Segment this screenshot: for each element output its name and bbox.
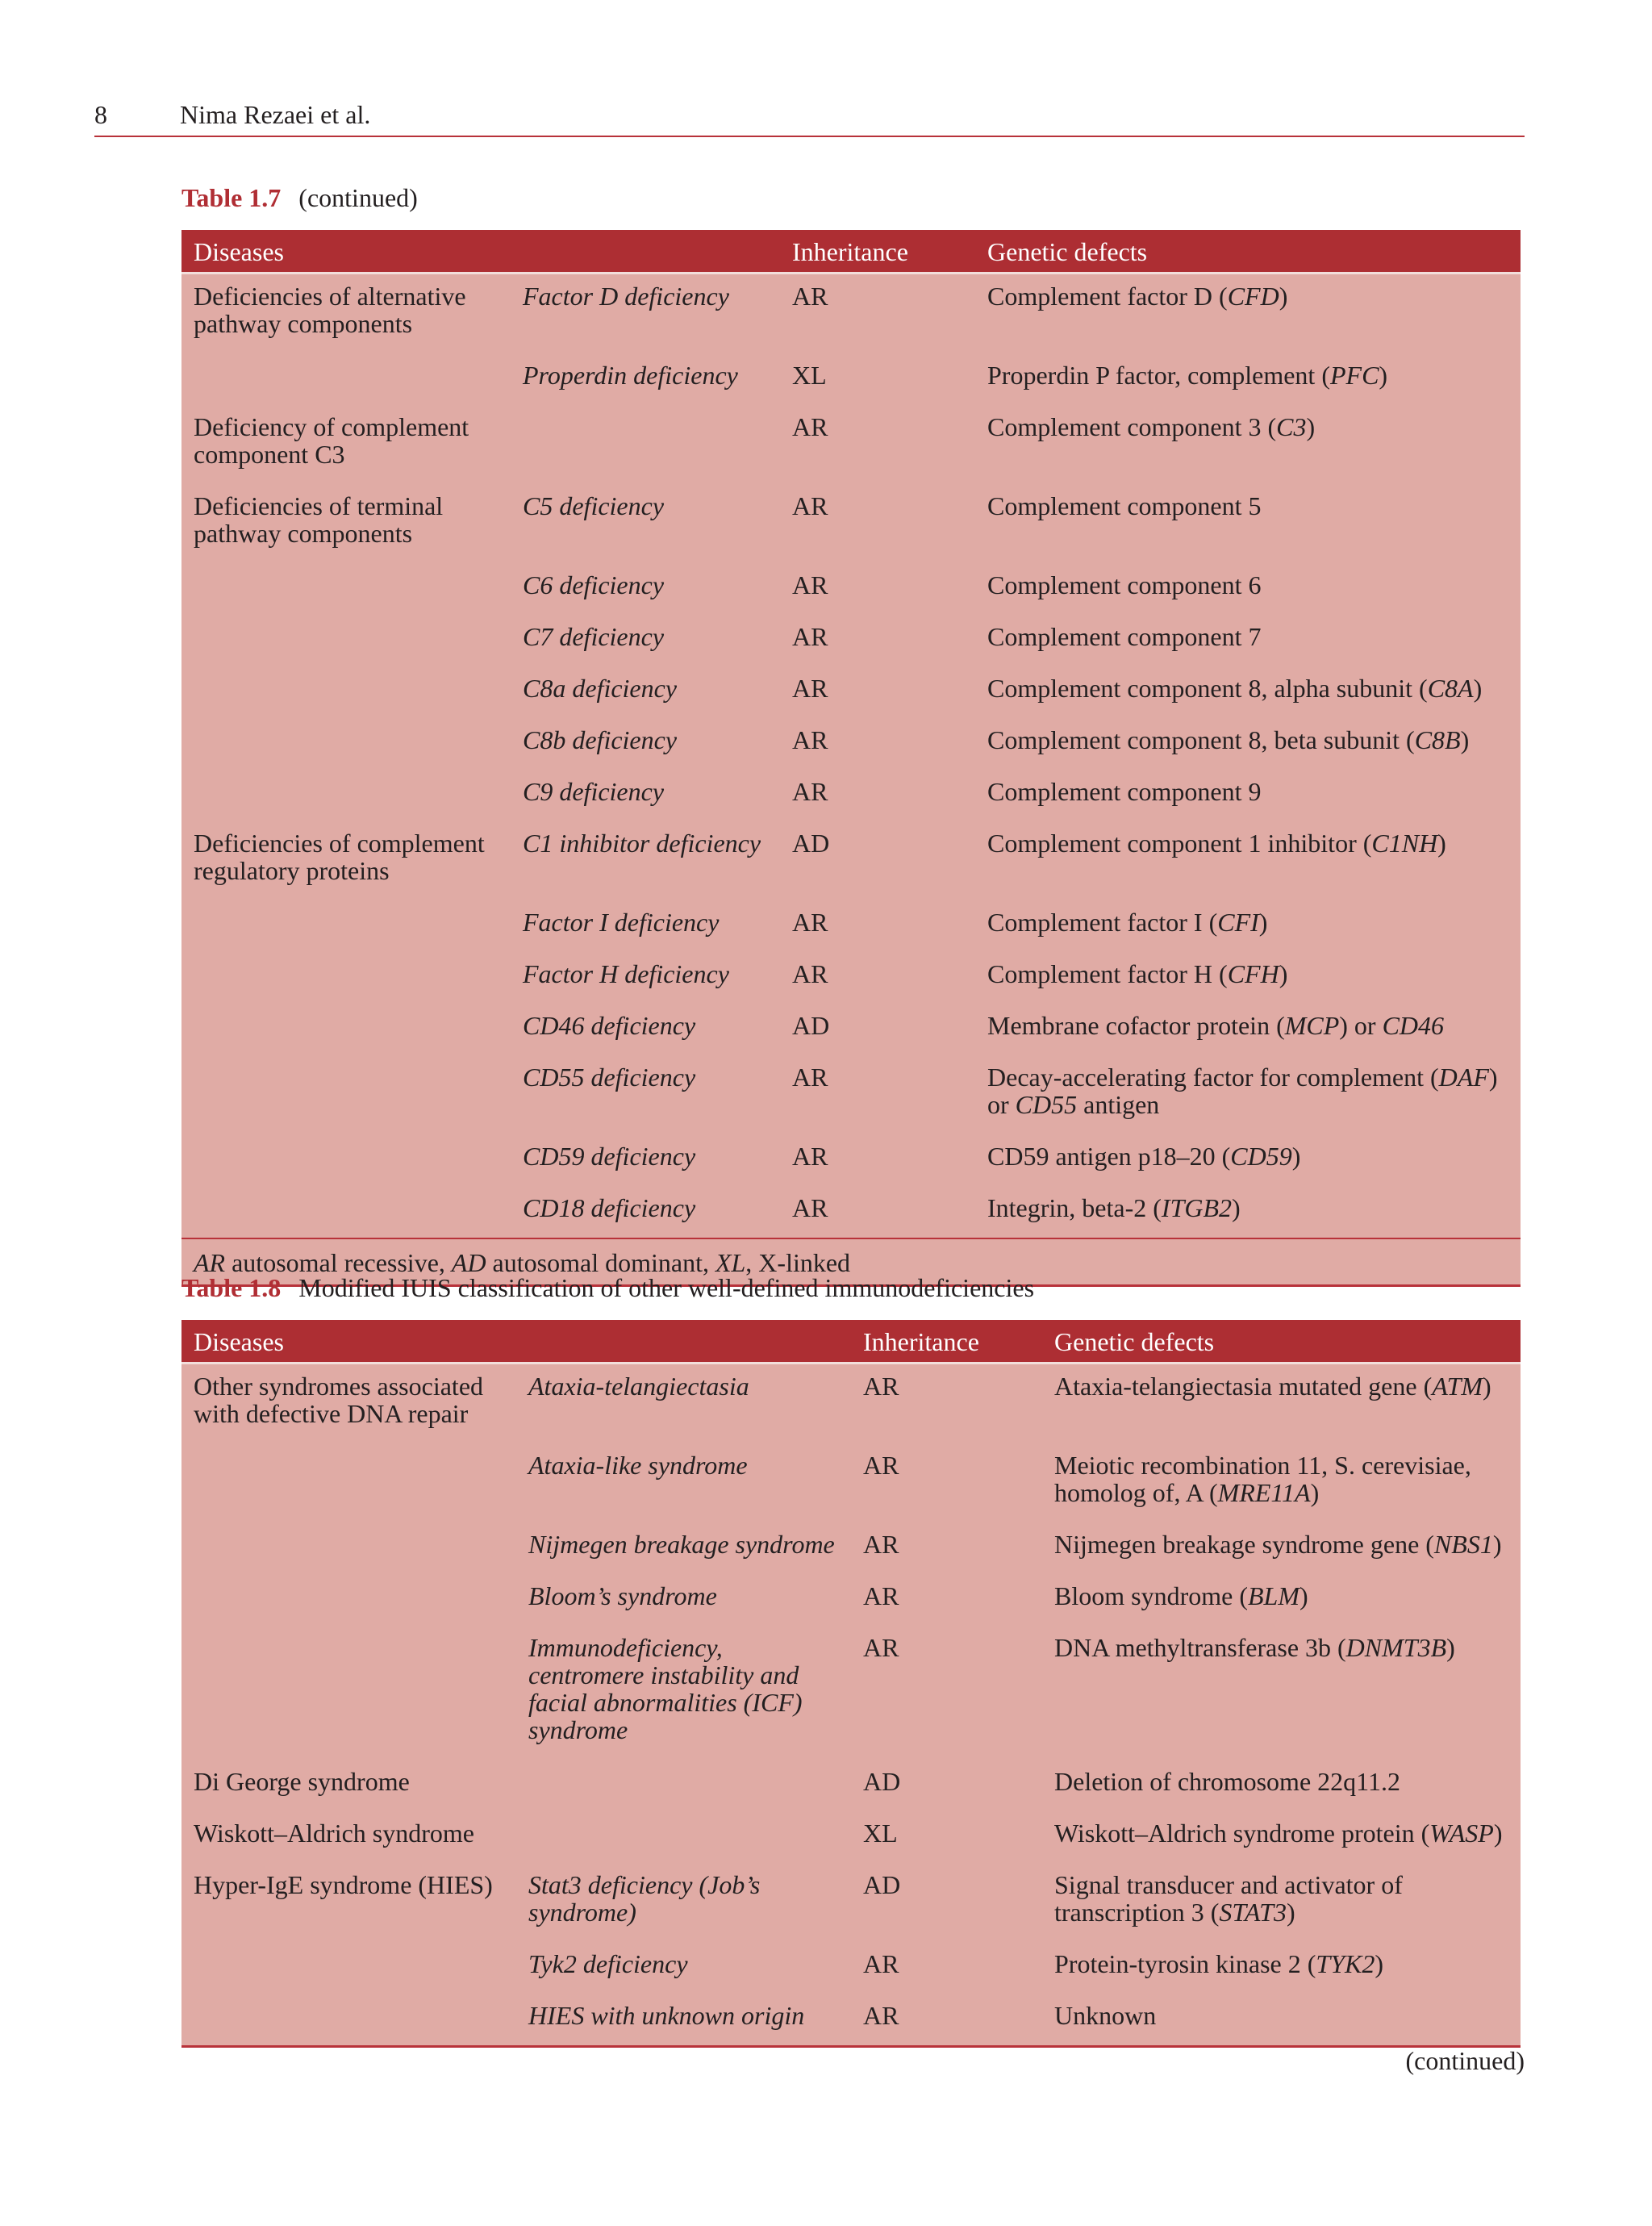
disease-cell [181,1134,511,1186]
genetic-defect-cell: Bloom syndrome (BLM) [1054,1581,1308,1610]
subtype-cell: Immunodeficiency, centromere instability and facial abnormalities (ICF) syndrome [528,1633,803,1744]
genetic-defect-cell: Nijmegen breakage syndrome gene (NBS1) [1054,1530,1502,1559]
subtype-cell: CD55 deficiency [523,1063,696,1092]
disease-cell [181,770,511,821]
subtype-cell: CD46 deficiency [523,1011,696,1040]
disease-cell [181,1443,516,1522]
disease-cell [181,1942,516,1994]
inheritance-cell: AR [863,1633,899,1662]
subtype-cell: Ataxia-like syndrome [528,1451,748,1480]
genetic-defect-cell: Membrane cofactor protein (MCP) or CD46 [987,1011,1445,1040]
column-header-diseases: Diseases [181,230,780,274]
genetic-defect-cell: CD59 antigen p18–20 (CD59) [987,1142,1301,1171]
disease-cell [181,615,511,666]
inheritance-cell: AD [792,1011,830,1040]
table-header-row [181,230,1521,274]
table-row [181,1522,1521,1574]
genetic-defect-cell: Meiotic recombination 11, S. cerevisiae, homolog of, A (MRE11A) [1054,1451,1471,1507]
subtype-cell: C8a deficiency [523,674,678,703]
table-row [181,405,1521,484]
disease-cell [181,1626,516,1760]
table-row [181,1994,1521,2047]
page-number: 8 [94,100,107,129]
genetic-defect-cell: Complement component 6 [987,570,1262,599]
subtype-cell: Properdin deficiency [523,361,738,390]
subtype-cell: CD59 deficiency [523,1142,696,1171]
header-rule [94,136,1525,137]
subtype-cell: C7 deficiency [523,622,665,651]
genetic-defect-cell: Signal transducer and activator of transcription 3 (STAT3) [1054,1870,1403,1927]
table-row [181,900,1521,952]
table-row [181,952,1521,1004]
table-row [181,1760,1521,1811]
genetic-defect-cell: Complement factor I (CFI) [987,908,1268,937]
subtype-cell: Ataxia-telangiectasia [528,1372,749,1401]
genetic-defect-cell: Complement component 5 [987,491,1262,520]
inheritance-cell: AR [792,1142,828,1171]
table-row [181,1186,1521,1238]
disease-cell: Deficiencies of alternative pathway components [194,282,466,338]
table-row [181,1574,1521,1626]
inheritance-cell: AR [792,959,828,988]
genetic-defect-cell: Unknown [1054,2001,1157,2030]
disease-cell [181,1186,511,1238]
genetic-defect-cell: Integrin, beta-2 (ITGB2) [987,1193,1241,1222]
table-row [181,274,1521,354]
inheritance-cell: XL [863,1819,898,1848]
inheritance-cell: AR [792,725,828,754]
subtype-cell: C8b deficiency [523,725,678,754]
inheritance-cell: AR [863,1530,899,1559]
genetic-defect-cell: Complement factor D (CFD) [987,282,1288,311]
genetic-defect-cell: Ataxia-telangiectasia mutated gene (ATM) [1054,1372,1491,1401]
inheritance-cell: AR [792,282,828,311]
table-row [181,1942,1521,1994]
table-body [181,1364,1521,2047]
table-row [181,615,1521,666]
subtype-cell: C1 inhibitor deficiency [523,829,761,858]
subtype-cell: Nijmegen breakage syndrome [528,1530,835,1559]
column-header-diseases: Diseases [181,1320,851,1364]
inheritance-cell: AR [792,777,828,806]
disease-cell: Di George syndrome [194,1767,410,1796]
subtype-cell: HIES with unknown origin [528,2001,805,2030]
subtype-cell: Bloom’s syndrome [528,1581,717,1610]
genetic-defect-cell: Complement component 1 inhibitor (C1NH) [987,829,1446,858]
disease-cell [181,1004,511,1055]
genetic-defect-cell: Deletion of chromosome 22q11.2 [1054,1767,1400,1796]
subtype-cell: C5 deficiency [523,491,665,520]
table-row [181,1443,1521,1522]
table-row [181,718,1521,770]
disease-cell [181,1055,511,1134]
disease-cell: Deficiencies of complement regulatory proteins [194,829,485,885]
disease-cell [181,563,511,615]
table-row [181,1626,1521,1760]
table-row [181,353,1521,405]
continued-note: (continued) [1405,2046,1525,2075]
subtype-cell: Factor I deficiency [523,908,720,937]
inheritance-cell: AR [792,412,828,441]
disease-cell [181,900,511,952]
table-label: Table 1.8 [181,1273,282,1302]
table-header-row [181,1320,1521,1364]
disease-cell: Wiskott–Aldrich syndrome [194,1819,474,1848]
table-row [181,1863,1521,1942]
genetic-defect-cell: Protein-tyrosin kinase 2 (TYK2) [1054,1949,1383,1978]
genetic-defect-cell: DNA methyltransferase 3b (DNMT3B) [1054,1633,1455,1662]
running-head-authors: Nima Rezaei et al. [180,100,371,129]
table-label: Table 1.7 [181,183,282,212]
table-row [181,484,1521,563]
inheritance-cell: AR [863,1372,899,1401]
disease-cell [181,666,511,718]
inheritance-cell: AR [792,570,828,599]
disease-cell [181,1574,516,1626]
inheritance-cell: AR [792,1063,828,1092]
table-row [181,1811,1521,1863]
disease-cell [181,952,511,1004]
table-caption-text: Modified IUIS classification of other well-defined immunodeficiencies [298,1273,1035,1302]
inheritance-cell: AR [863,2001,899,2030]
inheritance-cell: AD [792,829,830,858]
inheritance-cell: AR [863,1451,899,1480]
column-header-genetic-defects: Genetic defects [1042,1320,1521,1364]
inheritance-cell: AR [792,908,828,937]
inheritance-cell: AR [863,1581,899,1610]
inheritance-cell: AD [863,1870,901,1899]
disease-cell: Hyper-IgE syndrome (HIES) [194,1870,493,1899]
inheritance-cell: AD [863,1767,901,1796]
subtype-cell [516,1760,851,1811]
inheritance-cell: AR [792,491,828,520]
inheritance-cell: AR [863,1949,899,1978]
genetic-defect-cell: Complement component 8, alpha subunit (C8A) [987,674,1483,703]
table-row [181,1134,1521,1186]
inheritance-cell: AR [792,1193,828,1222]
subtype-cell [511,405,780,484]
genetic-defect-cell: Complement component 8, beta subunit (C8B) [987,725,1470,754]
genetic-defect-cell: Complement component 7 [987,622,1262,651]
column-header-inheritance: Inheritance [851,1320,1042,1364]
table-caption-text: (continued) [298,183,418,212]
genetic-defect-cell: Wiskott–Aldrich syndrome protein (WASP) [1054,1819,1503,1848]
disease-cell: Other syndromes associated with defective DNA repair [194,1372,484,1428]
table-1-8-block [181,1272,1521,2048]
genetic-defect-cell: Complement component 3 (C3) [987,412,1316,441]
table-row [181,821,1521,900]
genetic-defect-cell: Decay-accelerating factor for complement (DAF) or CD55 antigen [987,1063,1498,1119]
table-caption [181,1272,1521,1304]
table-caption [181,182,1521,214]
inheritance-cell: AR [792,674,828,703]
subtype-cell: Tyk2 deficiency [528,1949,688,1978]
disease-cell [181,1994,516,2047]
inheritance-cell: XL [792,361,827,390]
genetic-defect-cell: Properdin P factor, complement (PFC) [987,361,1388,390]
column-header-genetic-defects: Genetic defects [975,230,1521,274]
inheritance-cell: AR [792,622,828,651]
table-row [181,666,1521,718]
table-1-7-block [181,182,1521,1287]
table-row [181,563,1521,615]
column-header-inheritance: Inheritance [780,230,975,274]
table-row [181,770,1521,821]
subtype-cell: CD18 deficiency [523,1193,696,1222]
table-1-8 [181,1320,1521,2048]
table-footnote: AR autosomal recessive, AD autosomal dominant, XL, X-linked [181,1238,1521,1286]
genetic-defect-cell: Complement factor H (CFH) [987,959,1288,988]
genetic-defect-cell: Complement component 9 [987,777,1262,806]
disease-cell: Deficiency of complement component C3 [194,412,469,469]
subtype-cell [516,1811,851,1863]
subtype-cell: Factor H deficiency [523,959,729,988]
table-row [181,1004,1521,1055]
disease-cell [181,1522,516,1574]
subtype-cell: C9 deficiency [523,777,665,806]
subtype-cell: C6 deficiency [523,570,665,599]
subtype-cell: Stat3 deficiency (Job’s syndrome) [528,1870,761,1927]
disease-cell [181,718,511,770]
disease-cell [181,353,511,405]
table-row [181,1055,1521,1134]
disease-cell: Deficiencies of terminal pathway components [194,491,444,548]
table-body [181,274,1521,1239]
subtype-cell: Factor D deficiency [523,282,729,311]
table-row [181,1364,1521,1444]
table-1-7 [181,230,1521,1287]
